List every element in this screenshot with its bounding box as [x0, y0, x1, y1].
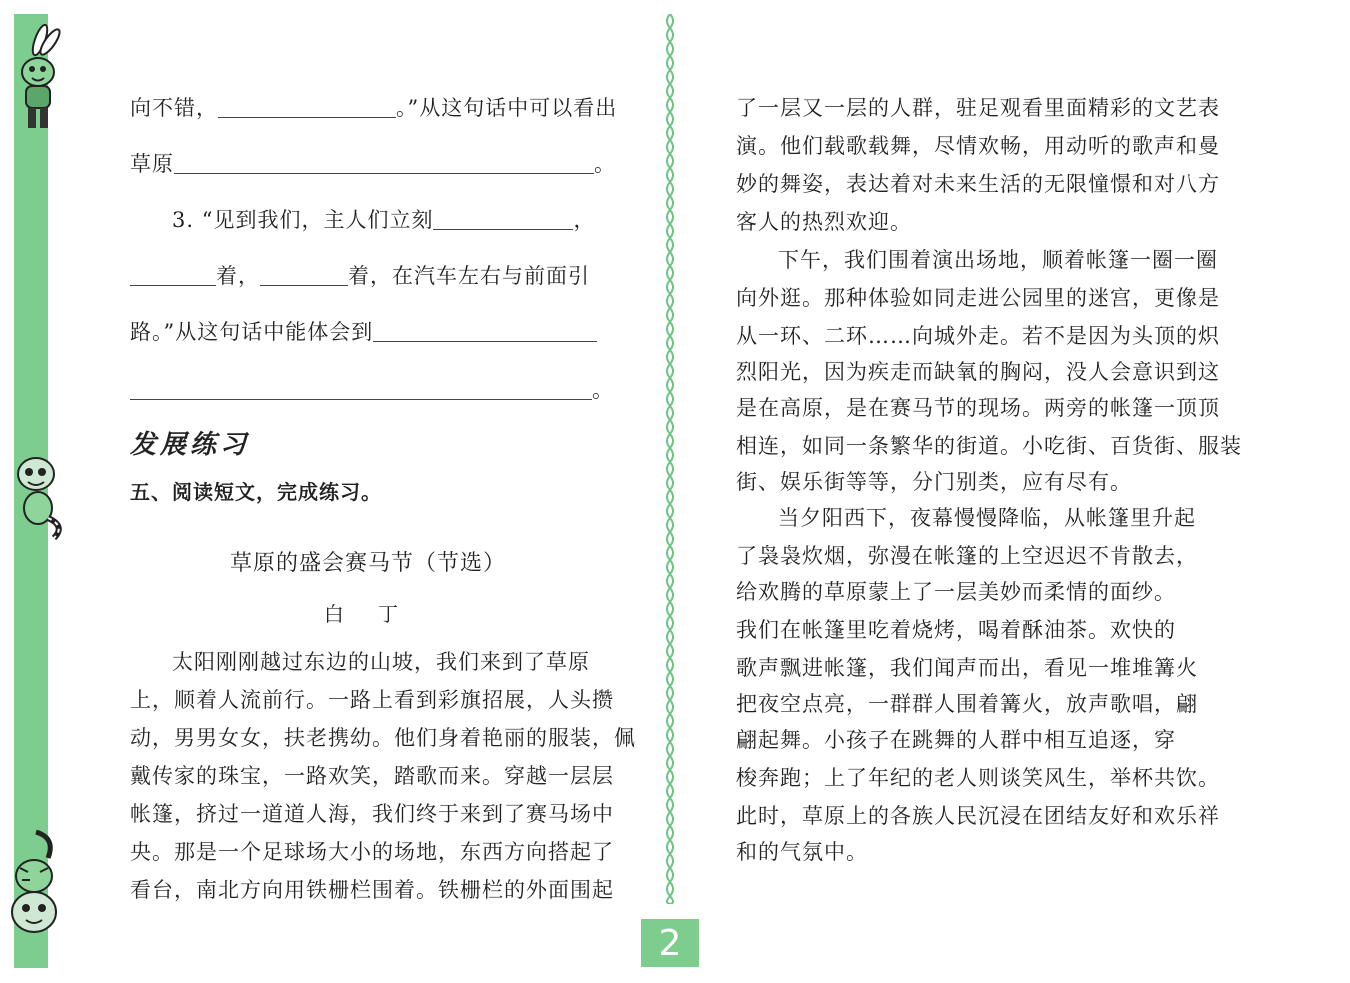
article-line: 和的气氛中。 — [736, 840, 868, 864]
answer-blank[interactable] — [433, 209, 573, 230]
article-line: 此时，草原上的各族人民沉浸在团结友好和欢乐祥 — [736, 804, 1220, 828]
article-line: 看台，南北方向用铁栅栏围着。铁栅栏的外面围起 — [130, 878, 614, 902]
rabbit-icon — [10, 22, 66, 138]
article-line: 给欢腾的草原蒙上了一层美妙而柔情的面纱。 — [736, 580, 1176, 604]
article-line: 客人的热烈欢迎。 — [736, 210, 912, 234]
answer-blank[interactable] — [130, 379, 592, 400]
answer-blank[interactable] — [218, 97, 396, 118]
article-line: 向外逛。那种体验如同走进公园里的迷宫，更像是 — [736, 286, 1220, 310]
article-line: 妙的舞姿，表达着对未来生活的无限憧憬和对八方 — [736, 172, 1220, 196]
article-line: 太阳刚刚越过东边的山坡，我们来到了草原 — [172, 650, 590, 674]
article-title: 草原的盛会赛马节（节选） — [229, 551, 506, 576]
article-line: 我们在帐篷里吃着烧烤，喝着酥油茶。欢快的 — [736, 618, 1176, 642]
article-line: 梭奔跑；上了年纪的老人则谈笑风生，举杯共饮。 — [736, 766, 1220, 790]
article-line: 当夕阳西下，夜幕慢慢降临，从帐篷里升起 — [778, 506, 1196, 530]
article-line: 央。那是一个足球场大小的场地，东西方向搭起了 — [130, 840, 614, 864]
article-line: 是在高原，是在赛马节的现场。两旁的帐篷一顶顶 — [736, 396, 1220, 420]
answer-blank[interactable] — [373, 321, 597, 342]
article-author: 白 丁 — [323, 602, 413, 626]
article-line: 了袅袅炊烟，弥漫在帐篷的上空迟迟不肯散去， — [736, 544, 1198, 568]
article-line: 把夜空点亮，一群群人围着篝火，放声歌唱，翩 — [736, 692, 1198, 716]
exercise-line: 路。”从这句话中能体会到 — [130, 316, 597, 346]
article-line: 演。他们载歌载舞，尽情欢畅，用动听的歌声和曼 — [736, 134, 1220, 158]
article-line: 从一环、二环……向城外走。若不是因为头顶的炽 — [736, 324, 1220, 348]
raccoon-icon — [10, 452, 68, 548]
article-line: 相连，如同一条繁华的街道。小吃街、百货街、服装 — [736, 434, 1242, 458]
article-line: 歌声飘进帐篷，我们闻声而出，看见一堆堆篝火 — [736, 656, 1198, 680]
article-line: 烈阳光，因为疾走而缺氧的胸闷，没人会意识到这 — [736, 360, 1220, 384]
question-title: 五、阅读短文，完成练习。 — [130, 480, 382, 504]
tiger-icon — [8, 828, 64, 944]
article-line: 翩起舞。小孩子在跳舞的人群中相互追逐，穿 — [736, 728, 1176, 752]
exercise-line: 草原 。 — [130, 152, 616, 176]
article-line: 帐篷，挤过一道道人海，我们终于来到了赛马场中 — [130, 802, 614, 826]
answer-blank[interactable] — [130, 265, 216, 286]
article-line: 动，男男女女，扶老携幼。他们身着艳丽的服装，佩 — [130, 726, 636, 750]
exercise-line: 3. “见到我们，主人们立刻 ， — [172, 208, 596, 232]
section-title: 发展练习 — [130, 430, 251, 460]
center-spine-divider — [663, 14, 677, 904]
exercise-line: 。 — [130, 374, 614, 404]
exercise-line: 着， 着，在汽车左右与前面引 — [130, 260, 590, 290]
article-line: 了一层又一层的人群，驻足观看里面精彩的文艺表 — [736, 96, 1220, 120]
article-line: 上，顺着人流前行。一路上看到彩旗招展，人头攒 — [130, 688, 614, 712]
answer-blank[interactable] — [174, 153, 594, 174]
answer-blank[interactable] — [260, 265, 348, 286]
article-line: 下午，我们围着演出场地，顺着帐篷一圈一圈 — [778, 248, 1218, 272]
exercise-line: 向不错， 。”从这句话中可以看出 — [130, 96, 618, 120]
page-number: 2 — [641, 919, 699, 967]
article-line: 街、娱乐街等等，分门别类，应有尽有。 — [736, 470, 1132, 494]
article-line: 戴传家的珠宝，一路欢笑，踏歌而来。穿越一层层 — [130, 764, 614, 788]
